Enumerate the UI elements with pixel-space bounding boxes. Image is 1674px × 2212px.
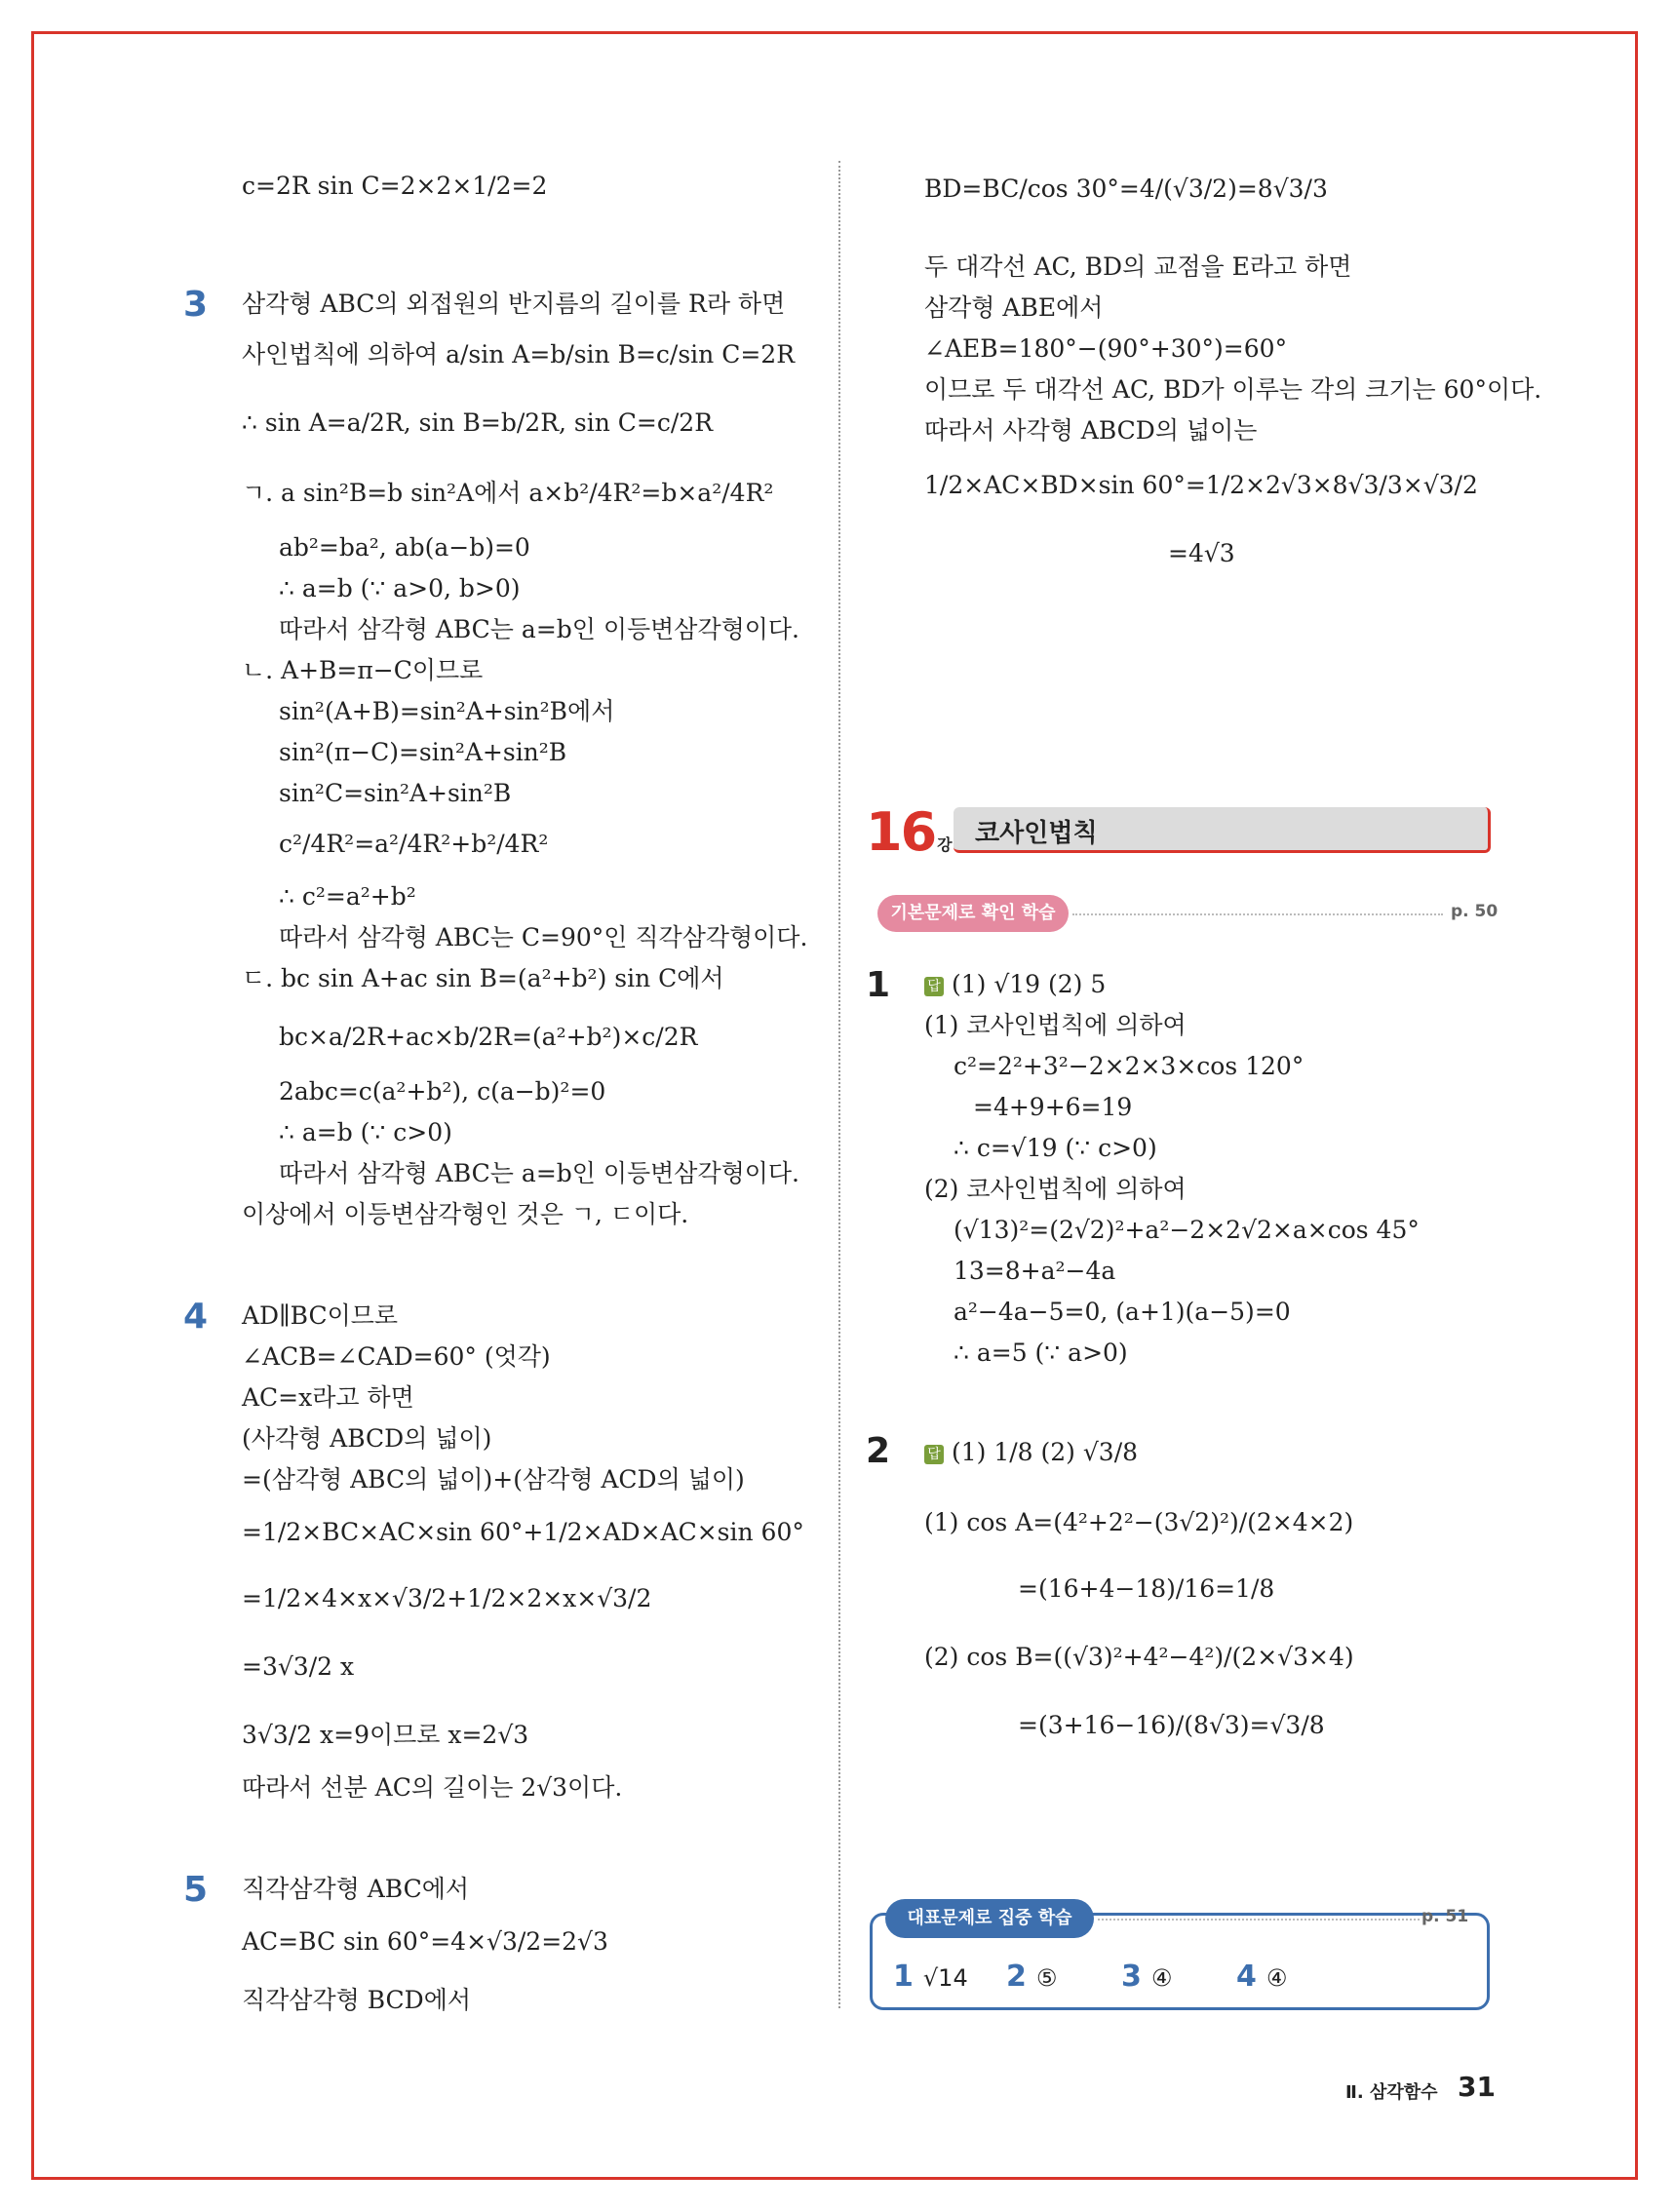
q3-line-3: ∴ sin A=a/2R, sin B=b/2R, sin C=c/2R	[242, 408, 714, 437]
q1-line-2: c²=2²+3²−2×2×3×cos 120°	[954, 1052, 1304, 1080]
q3-line-7: 따라서 삼각형 ABC는 a=b인 이등변삼각형이다.	[279, 615, 800, 643]
q3-line-9: sin²(A+B)=sin²A+sin²B에서	[279, 697, 615, 725]
question-4-number: 4	[183, 1297, 209, 1337]
q3-line-16: bc×a/2R+ac×b/2R=(a²+b²)×c/2R	[279, 1023, 698, 1051]
question-3-number: 3	[183, 285, 209, 325]
q1-line-4: ∴ c=√19 (∵ c>0)	[954, 1134, 1157, 1162]
q3-line-10: sin²(π−C)=sin²A+sin²B	[279, 738, 567, 766]
q4-line-6: =1/2×BC×AC×sin 60°+1/2×AD×AC×sin 60°	[242, 1518, 804, 1546]
q3-line-20: 이상에서 이등변삼각형인 것은 ㄱ, ㄷ이다.	[242, 1200, 689, 1228]
q3-line-12: c²/4R²=a²/4R²+b²/4R²	[279, 830, 549, 858]
q5-cont-line-7: 1/2×AC×BD×sin 60°=1/2×2√3×8√3/3×√3/2	[924, 471, 1478, 499]
lesson-title: 코사인법칙	[975, 819, 1098, 848]
q1-line-7: 13=8+a²−4a	[954, 1257, 1116, 1285]
q1-answer: 답 (1) √19 (2) 5	[924, 969, 1106, 1000]
lesson-number: 16 강	[866, 801, 951, 863]
q5-cont-line-3: 삼각형 ABE에서	[924, 293, 1104, 322]
q2-line-1: (1) cos A=(4²+2²−(3√2)²)/(2×4×2)	[924, 1508, 1354, 1536]
q3-line-19: 따라서 삼각형 ABC는 a=b인 이등변삼각형이다.	[279, 1159, 800, 1187]
rep-answer-4: 4 ④	[1236, 1960, 1288, 1994]
q5-line-3: 직각삼각형 BCD에서	[242, 1986, 472, 2014]
q1-line-8: a²−4a−5=0, (a+1)(a−5)=0	[954, 1298, 1291, 1326]
q1-line-9: ∴ a=5 (∵ a>0)	[954, 1339, 1128, 1367]
rep-answer-1: 1 √14	[893, 1960, 968, 1994]
q1-line-3: =4+9+6=19	[973, 1093, 1133, 1121]
q3-line-13: ∴ c²=a²+b²	[279, 882, 416, 911]
basic-leader-dots	[1072, 913, 1443, 915]
q4-line-4: (사각형 ABCD의 넓이)	[242, 1424, 492, 1453]
q3-line-6: ∴ a=b (∵ a>0, b>0)	[279, 574, 521, 602]
basic-page-ref: p. 50	[1451, 902, 1499, 921]
representative-problems-label: 대표문제로 집중 학습	[885, 1899, 1094, 1938]
q5-cont-line-2: 두 대각선 AC, BD의 교점을 E라고 하면	[924, 252, 1352, 281]
q5-cont-line-4: ∠AEB=180°−(90°+30°)=60°	[924, 334, 1288, 363]
q4-line-1: AD∥BC이므로	[242, 1301, 399, 1330]
question-1-number: 1	[866, 965, 891, 1005]
question-2-number: 2	[866, 1431, 891, 1471]
q1-line-1: (1) 코사인법칙에 의하여	[924, 1011, 1187, 1039]
q5-cont-line-1: BD=BC/cos 30°=4/(√3/2)=8√3/3	[924, 175, 1328, 203]
rep-answer-2: 2 ⑤	[1006, 1960, 1058, 1994]
q5-cont-line-8: =4√3	[1168, 539, 1235, 567]
top-equation: c=2R sin C=2×2×1/2=2	[242, 172, 548, 200]
q2-line-3: (2) cos B=((√3)²+4²−4²)/(2×√3×4)	[924, 1643, 1354, 1671]
q1-line-6: (√13)²=(2√2)²+a²−2×2√2×a×cos 45°	[954, 1216, 1420, 1244]
q3-line-18: ∴ a=b (∵ c>0)	[279, 1118, 452, 1146]
q5-cont-line-6: 따라서 사각형 ABCD의 넓이는	[924, 416, 1258, 445]
answer-icon: 답	[924, 1445, 944, 1464]
q4-line-10: 따라서 선분 AC의 길이는 2√3이다.	[242, 1773, 623, 1802]
q5-cont-line-5: 이므로 두 대각선 AC, BD가 이루는 각의 크기는 60°이다.	[924, 375, 1542, 404]
basic-problems-label: 기본문제로 확인 학습	[877, 895, 1069, 932]
q4-line-9: 3√3/2 x=9이므로 x=2√3	[242, 1721, 529, 1749]
rep-answer-3: 3 ④	[1121, 1960, 1173, 1994]
q2-answer: 답 (1) 1/8 (2) √3/8	[924, 1437, 1138, 1468]
q5-line-2: AC=BC sin 60°=4×√3/2=2√3	[242, 1927, 608, 1956]
rep-leader-dots	[1098, 1919, 1420, 1921]
q4-line-8: =3√3/2 x	[242, 1652, 355, 1681]
q4-line-2: ∠ACB=∠CAD=60° (엇각)	[242, 1342, 551, 1371]
q1-line-5: (2) 코사인법칙에 의하여	[924, 1175, 1187, 1203]
question-5-number: 5	[183, 1870, 209, 1910]
q3-line-2: 사인법칙에 의하여 a/sin A=b/sin B=c/sin C=2R	[242, 340, 796, 369]
q3-line-1: 삼각형 ABC의 외접원의 반지름의 길이를 R라 하면	[242, 290, 786, 318]
rep-page-ref: p. 51	[1421, 1907, 1469, 1926]
q2-line-2: =(16+4−18)/16=1/8	[1018, 1574, 1275, 1603]
q5-line-1: 직각삼각형 ABC에서	[242, 1875, 470, 1903]
answer-icon: 답	[924, 977, 944, 996]
page-number: 31	[1458, 2071, 1496, 2103]
q3-line-4: ㄱ. a sin²B=b sin²A에서 a×b²/4R²=b×a²/4R²	[242, 479, 774, 507]
q3-line-11: sin²C=sin²A+sin²B	[279, 779, 512, 807]
q3-line-14: 따라서 삼각형 ABC는 C=90°인 직각삼각형이다.	[279, 923, 808, 951]
q4-line-7: =1/2×4×x×√3/2+1/2×2×x×√3/2	[242, 1584, 652, 1612]
q3-line-5: ab²=ba², ab(a−b)=0	[279, 533, 530, 562]
q3-line-17: 2abc=c(a²+b²), c(a−b)²=0	[279, 1077, 606, 1106]
q2-line-4: =(3+16−16)/(8√3)=√3/8	[1018, 1711, 1325, 1739]
q4-line-3: AC=x라고 하면	[242, 1383, 414, 1412]
q3-line-8: ㄴ. A+B=π−C이므로	[242, 656, 484, 684]
q4-line-5: =(삼각형 ABC의 넓이)+(삼각형 ACD의 넓이)	[242, 1465, 745, 1494]
footer-chapter: Ⅱ. 삼각함수	[1345, 2082, 1438, 2103]
column-divider	[838, 161, 840, 2008]
q3-line-15: ㄷ. bc sin A+ac sin B=(a²+b²) sin C에서	[242, 964, 724, 992]
